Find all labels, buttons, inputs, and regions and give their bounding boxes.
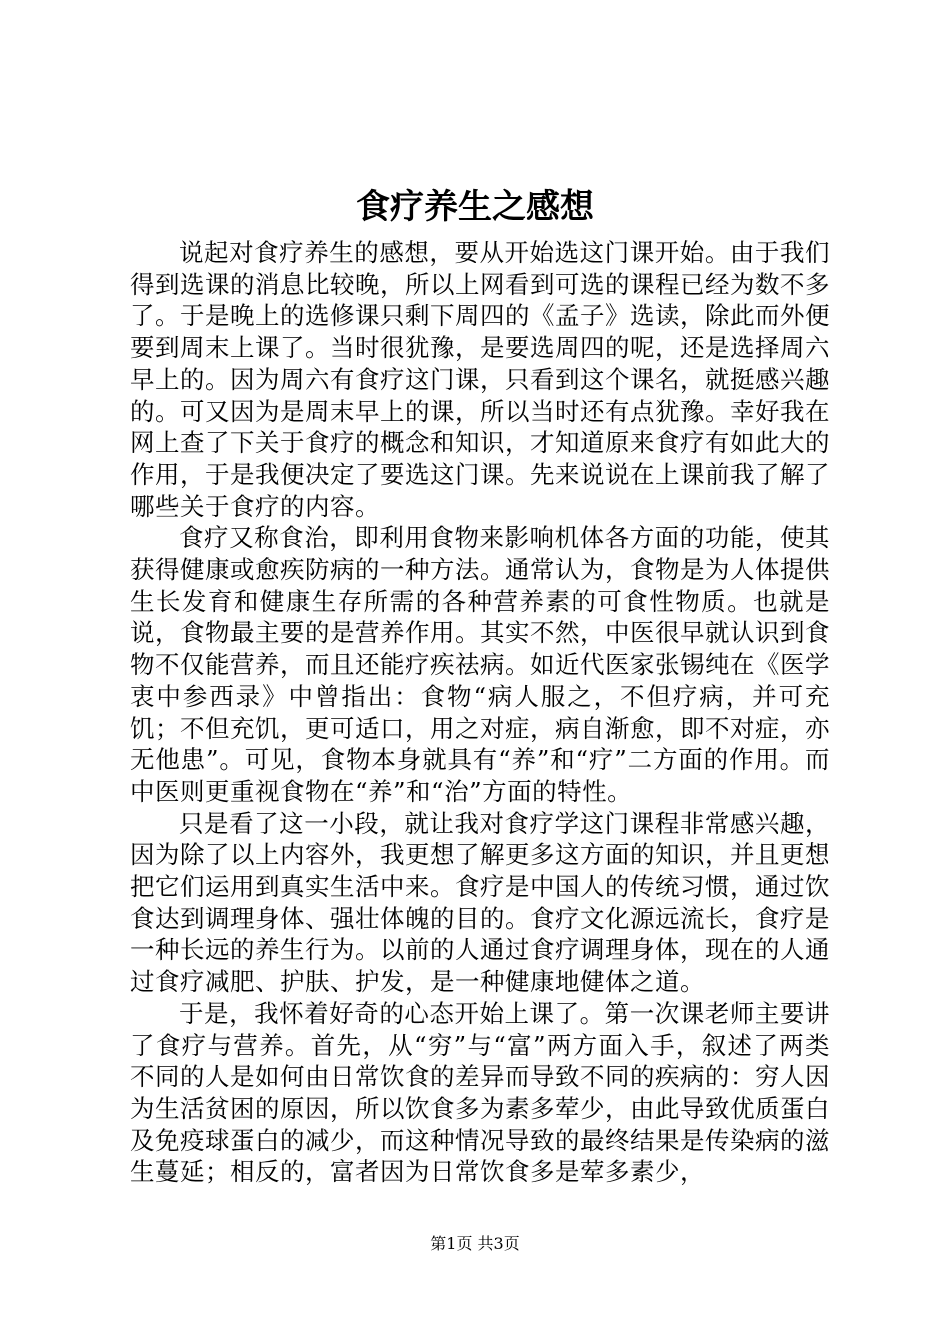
document-body	[130, 237, 830, 1188]
paragraph: 说起对食疗养生的感想，要从开始选这门课开始。由于我们得到选课的消息比较晚，所以上网看到可选的课程已经为数不多了。于是晚上的选修课只剩下周四的《孟子》选读，除此而外便要到周末上课了。当时很犹豫，是要选周四的呢，还是选择周六早上的。因为周六有食疗这门课，只看到这个课名，就挺感兴趣的。可又因为是周末早上的课，所以当时还有点犹豫。幸好我在网上查了下关于食疗的概念和知识，才知道原来食疗有如此大的作用，于是我便决定了要选这门课。先来说说在上课前我了解了哪些关于食疗的内容。	[130, 238, 830, 521]
document-title: 食疗养生之感想	[356, 187, 594, 227]
paragraph: 于是，我怀着好奇的心态开始上课了。第一次课老师主要讲了食疗与营养。首先，从“穷”与“富”两方面入手，叙述了两类不同的人是如何由日常饮食的差异而导致不同的疾病的：穷人因为生活贫困的原因，所以饮食多为素多荤少，由此导致优质蛋白及免疫球蛋白的减少，而这种情况导致的最终结果是传染病的滋生蔓延；相反的，富者因为日常饮食多是荤多素少，	[130, 998, 830, 1187]
paragraph: 食疗又称食治，即利用食物来影响机体各方面的功能，使其获得健康或愈疾防病的一种方法。通常认为，食物是为人体提供生长发育和健康生存所需的各种营养素的可食性物质。也就是说，食物最主要的是营养作用。其实不然，中医很早就认识到食物不仅能营养，而且还能疗疾祛病。如近代医家张锡纯在《医学衷中参西录》中曾指出：食物“病人服之，不但疗病，并可充饥；不但充饥，更可适口，用之对症，病自渐愈，即不对症，亦无他患”。可见，食物本身就具有“养”和“疗”二方面的作用。而中医则更重视食物在“养”和“治”方面的特性。	[130, 523, 830, 806]
paragraph: 只是看了这一小段，就让我对食疗学这门课程非常感兴趣，因为除了以上内容外，我更想了解更多这方面的知识，并且更想把它们运用到真实生活中来。食疗是中国人的传统习惯，通过饮食达到调理身体、强壮体魄的目的。食疗文化源远流长，食疗是一种长远的养生行为。以前的人通过食疗调理身体，现在的人通过食疗减肥、护肤、护发，是一种健康地健体之道。	[130, 808, 830, 997]
page-footer: 第1页 共3页	[430, 1234, 520, 1253]
